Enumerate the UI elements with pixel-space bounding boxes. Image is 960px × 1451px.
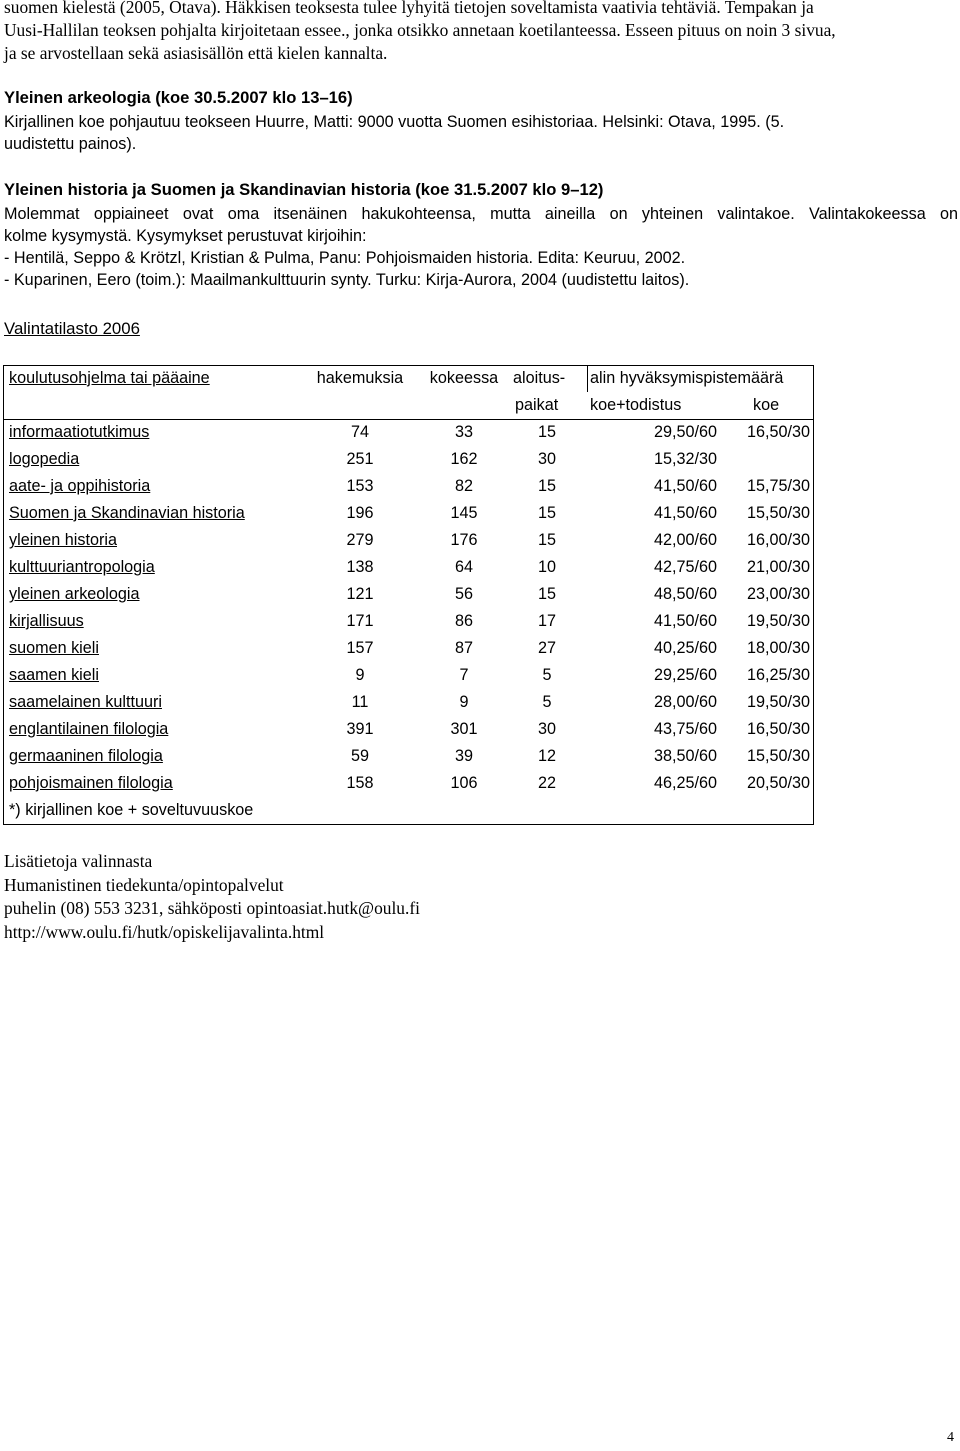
table-border-bottom bbox=[3, 824, 814, 825]
cell-points-exam: 23,00/30 bbox=[746, 585, 810, 603]
cell-in-exam: 39 bbox=[454, 747, 473, 765]
table-border bbox=[3, 419, 814, 420]
intro-paragraph bbox=[4, 0, 836, 65]
cell-places: 15 bbox=[537, 585, 556, 603]
cell-points-exam: 20,50/30 bbox=[746, 774, 810, 792]
cell-places: 5 bbox=[542, 693, 552, 711]
section-line: kolme kysymystä. Kysymykset perustuvat kirjoihin: bbox=[4, 227, 367, 245]
table-row bbox=[3, 608, 814, 635]
cell-places: 15 bbox=[537, 531, 556, 549]
cell-in-exam: 86 bbox=[454, 612, 473, 630]
section-line: Molemmat oppiaineet ovat oma itsenäinen hakukohteensa, mutta aineilla on yhteinen valintakoe. Valintakokeessa on bbox=[4, 205, 958, 223]
cell-places: 15 bbox=[537, 477, 556, 495]
cell-in-exam: 56 bbox=[454, 585, 473, 603]
cell-points-cert: 15,32/30 bbox=[653, 450, 717, 468]
page-number: 4 bbox=[947, 1430, 954, 1445]
header-exam: koe bbox=[753, 396, 780, 414]
table-row bbox=[3, 743, 814, 770]
cell-program: kulttuuriantropologia bbox=[9, 558, 155, 576]
cell-applications: 279 bbox=[346, 531, 374, 549]
cell-points-exam: 19,50/30 bbox=[746, 612, 810, 630]
section-line: uudistettu painos). bbox=[4, 135, 137, 153]
intro-line: Uusi-Hallilan teoksen pohjalta kirjoitetaan essee., jonka otsikko annetaan koetilanteessa. Esseen pituus on noin 3 sivua, bbox=[4, 20, 836, 40]
cell-in-exam: 106 bbox=[450, 774, 478, 792]
cell-places: 17 bbox=[537, 612, 556, 630]
cell-points-cert: 29,25/60 bbox=[653, 666, 717, 684]
cell-points-exam: 19,50/30 bbox=[746, 693, 810, 711]
section-line: - Kuparinen, Eero (toim.): Maailmankulttuurin synty. Turku: Kirja-Aurora, 2004 (uudistettu laitos). bbox=[4, 271, 690, 289]
contact-info bbox=[4, 850, 420, 944]
table-header-row bbox=[3, 365, 814, 392]
section-text-archaeology bbox=[4, 111, 784, 155]
cell-program: saamelainen kulttuuri bbox=[9, 693, 162, 711]
cell-points-exam: 18,00/30 bbox=[746, 639, 810, 657]
table-body bbox=[3, 419, 814, 797]
table-row bbox=[3, 527, 814, 554]
cell-points-exam: 15,50/30 bbox=[746, 504, 810, 522]
header-program: koulutusohjelma tai pääaine bbox=[9, 369, 210, 387]
cell-in-exam: 9 bbox=[459, 693, 469, 711]
cell-points-cert: 46,25/60 bbox=[653, 774, 717, 792]
header-min-points: alin hyväksymispistemäärä bbox=[590, 369, 784, 387]
intro-line: ja se arvostellaan sekä asiasisällön että kielen kannalta. bbox=[4, 43, 388, 63]
cell-places: 10 bbox=[537, 558, 556, 576]
cell-places: 15 bbox=[537, 423, 556, 441]
contact-line: Humanistinen tiedekunta/opintopalvelut bbox=[4, 874, 284, 895]
contact-line: Lisätietoja valinnasta bbox=[4, 851, 153, 871]
section-line: Kirjallinen koe pohjautuu teokseen Huurre, Matti: 9000 vuotta Suomen esihistoriaa. Helsinki: Otava, 1995. (5. bbox=[4, 113, 785, 131]
cell-places: 27 bbox=[537, 639, 556, 657]
table-row bbox=[3, 635, 814, 662]
header-applications: hakemuksia bbox=[316, 369, 404, 387]
table-divider bbox=[587, 365, 588, 392]
header-in-exam: kokeessa bbox=[429, 369, 499, 387]
cell-in-exam: 145 bbox=[450, 504, 478, 522]
table-row bbox=[3, 554, 814, 581]
table-border-right bbox=[813, 365, 814, 824]
stats-title: Valintatilasto 2006 bbox=[4, 319, 140, 338]
header-places-2: paikat bbox=[515, 396, 559, 414]
cell-points-cert: 41,50/60 bbox=[653, 504, 717, 522]
cell-applications: 171 bbox=[346, 612, 374, 630]
cell-points-exam: 16,00/30 bbox=[746, 531, 810, 549]
cell-places: 30 bbox=[537, 720, 556, 738]
cell-applications: 391 bbox=[346, 720, 374, 738]
section-heading-history: Yleinen historia ja Suomen ja Skandinavian historia (koe 31.5.2007 klo 9–12) bbox=[4, 180, 604, 199]
section-text-history bbox=[4, 203, 958, 291]
cell-applications: 158 bbox=[346, 774, 374, 792]
cell-program: englantilainen filologia bbox=[9, 720, 169, 738]
section-heading-archaeology: Yleinen arkeologia (koe 30.5.2007 klo 13–16) bbox=[4, 88, 353, 107]
table-row bbox=[3, 770, 814, 797]
cell-places: 12 bbox=[537, 747, 556, 765]
cell-in-exam: 87 bbox=[454, 639, 473, 657]
cell-applications: 9 bbox=[355, 666, 365, 684]
cell-places: 30 bbox=[537, 450, 556, 468]
cell-points-exam: 21,00/30 bbox=[746, 558, 810, 576]
cell-places: 5 bbox=[542, 666, 552, 684]
cell-in-exam: 64 bbox=[454, 558, 473, 576]
table-row bbox=[3, 500, 814, 527]
cell-program: logopedia bbox=[9, 450, 80, 468]
cell-applications: 121 bbox=[346, 585, 374, 603]
cell-points-cert: 29,50/60 bbox=[653, 423, 717, 441]
cell-places: 22 bbox=[537, 774, 556, 792]
contact-email-line: puhelin (08) 553 3231, sähköposti opintoasiat.hutk@oulu.fi bbox=[4, 898, 420, 918]
cell-program: germaaninen filologia bbox=[9, 747, 163, 765]
cell-in-exam: 7 bbox=[459, 666, 469, 684]
cell-in-exam: 176 bbox=[450, 531, 478, 549]
cell-program: Suomen ja Skandinavian historia bbox=[9, 504, 245, 522]
header-places: aloitus- bbox=[513, 369, 566, 387]
table-row bbox=[3, 716, 814, 743]
cell-program: pohjoismainen filologia bbox=[9, 774, 173, 792]
cell-program: yleinen arkeologia bbox=[9, 585, 140, 603]
table-border-left bbox=[3, 365, 4, 824]
contact-url[interactable]: http://www.oulu.fi/hutk/opiskelijavalinta.html bbox=[4, 921, 325, 942]
header-cert: koe+todistus bbox=[590, 396, 682, 414]
cell-applications: 157 bbox=[346, 639, 374, 657]
cell-places: 15 bbox=[537, 504, 556, 522]
cell-program: informaatiotutkimus bbox=[9, 423, 150, 441]
cell-program: saamen kieli bbox=[9, 666, 99, 684]
table-row bbox=[3, 689, 814, 716]
table-footnote-row bbox=[3, 797, 814, 824]
cell-in-exam: 301 bbox=[450, 720, 478, 738]
section-line: - Hentilä, Seppo & Krötzl, Kristian & Pulma, Panu: Pohjoismaiden historia. Edita: Keuruu, 2002. bbox=[4, 249, 686, 267]
cell-points-cert: 41,50/60 bbox=[653, 477, 717, 495]
cell-points-cert: 42,00/60 bbox=[653, 531, 717, 549]
cell-program: suomen kieli bbox=[9, 639, 99, 657]
cell-points-exam: 16,25/30 bbox=[746, 666, 810, 684]
cell-points-cert: 48,50/60 bbox=[653, 585, 717, 603]
table-row bbox=[3, 581, 814, 608]
cell-in-exam: 33 bbox=[454, 423, 473, 441]
cell-points-exam: 15,50/30 bbox=[746, 747, 810, 765]
table-row bbox=[3, 419, 814, 446]
cell-points-cert: 42,75/60 bbox=[653, 558, 717, 576]
cell-points-exam: 16,50/30 bbox=[746, 720, 810, 738]
cell-points-exam: 15,75/30 bbox=[746, 477, 810, 495]
cell-points-cert: 38,50/60 bbox=[653, 747, 717, 765]
cell-points-cert: 43,75/60 bbox=[653, 720, 717, 738]
cell-points-cert: 41,50/60 bbox=[653, 612, 717, 630]
table-subheader-row bbox=[3, 392, 814, 419]
cell-points-cert: 40,25/60 bbox=[653, 639, 717, 657]
cell-applications: 153 bbox=[346, 477, 374, 495]
cell-applications: 59 bbox=[350, 747, 369, 765]
cell-applications: 251 bbox=[346, 450, 374, 468]
cell-points-cert: 28,00/60 bbox=[653, 693, 717, 711]
cell-in-exam: 82 bbox=[454, 477, 473, 495]
cell-program: aate- ja oppihistoria bbox=[9, 477, 151, 495]
table-border-top bbox=[3, 365, 814, 366]
intro-line: suomen kielestä (2005, Otava). Häkkisen teoksesta tulee lyhyitä tietojen soveltamista vaativia tehtäviä. Tempakan ja bbox=[4, 0, 814, 17]
cell-applications: 11 bbox=[351, 693, 369, 711]
cell-applications: 196 bbox=[346, 504, 374, 522]
cell-program: kirjallisuus bbox=[9, 612, 84, 630]
table-row bbox=[3, 662, 814, 689]
table-footnote: *) kirjallinen koe + soveltuvuuskoe bbox=[9, 801, 254, 819]
cell-program: yleinen historia bbox=[9, 531, 117, 549]
cell-points-exam: 16,50/30 bbox=[746, 423, 810, 441]
table-row bbox=[3, 446, 814, 473]
cell-applications: 138 bbox=[346, 558, 374, 576]
table-row bbox=[3, 473, 814, 500]
cell-in-exam: 162 bbox=[450, 450, 478, 468]
cell-applications: 74 bbox=[350, 423, 369, 441]
admission-stats-table bbox=[3, 365, 814, 824]
